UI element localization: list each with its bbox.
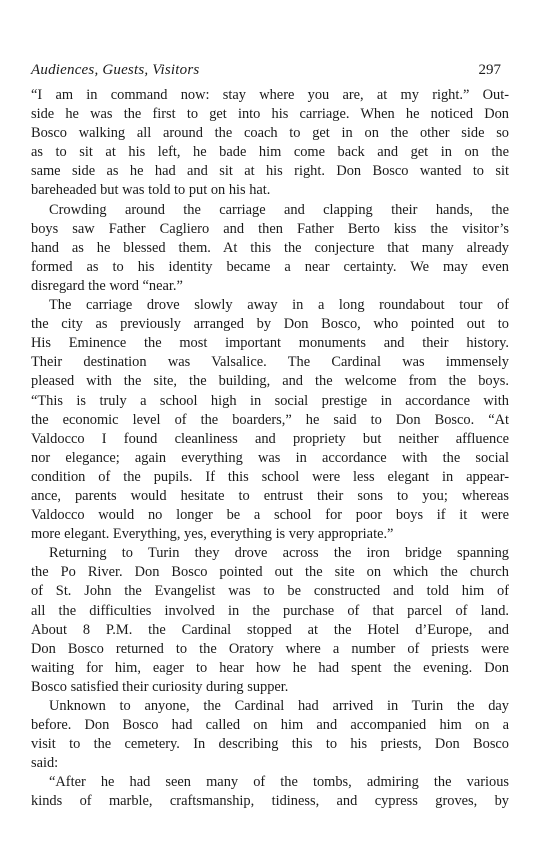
text-line: formed as to his identity became a near certainty. We may even <box>31 258 509 275</box>
text-line: condition of the pupils. If this school were less elegant in appear- <box>31 468 509 485</box>
running-head <box>31 62 509 86</box>
text-line: as to sit at his left, he bade him come back and get in on the <box>31 144 509 161</box>
text-line: bareheaded but was told to put on his hat. <box>31 182 271 199</box>
page-number: 297 <box>478 62 501 78</box>
text-line: About 8 P.M. the Cardinal stopped at the Hotel d’Europe, and <box>31 621 509 638</box>
text-line: Unknown to anyone, the Cardinal had arrived in Turin the day <box>49 698 509 714</box>
running-title: Audiences, Guests, Visitors <box>31 62 200 78</box>
text-line: ance, parents would hesitate to entrust their sons to you; whereas <box>31 487 509 504</box>
text-line: Returning to Turin they drove across the iron bridge spanning <box>49 545 509 562</box>
text-line: “After he had seen many of the tombs, admiring the various <box>49 774 509 791</box>
text-line: Their destination was Valsalice. The Cardinal was immensely <box>31 354 509 371</box>
text-line: the city as previously arranged by Don Bosco, who pointed out to <box>31 316 509 333</box>
text-line: same side as he had and sit at his right. Don Bosco wanted to sit <box>31 163 509 180</box>
text-line: kinds of marble, craftsmanship, tidiness, and cypress groves, by <box>31 793 509 810</box>
text-line: of St. John the Evangelist was to be constructed and told him of <box>31 583 509 600</box>
text-line: hand as he blessed them. At this the conjecture that many already <box>31 239 509 256</box>
text-line: The carriage drove slowly away in a long roundabout tour of <box>49 297 509 314</box>
text-line: the economic level of the boarders,” he said to Don Bosco. “At <box>31 411 509 428</box>
text-line: Don Bosco returned to the Oratory where a number of priests were <box>31 640 509 657</box>
text-line: said: <box>31 755 59 772</box>
text-line: Crowding around the carriage and clapping their hands, the <box>49 201 509 218</box>
text-line: nor elegance; again everything was in accordance with the social <box>31 449 509 466</box>
text-line: waiting for him, eager to hear how he had spent the evening. Don <box>31 659 509 676</box>
body-text <box>31 86 509 812</box>
text-line: boys saw Father Cagliero and then Father Berto kiss the visitor’s <box>31 220 509 237</box>
text-line: all the difficulties involved in the purchase of that parcel of land. <box>31 602 509 619</box>
text-line: the Po River. Don Bosco pointed out the site on which the church <box>31 564 509 581</box>
text-line: side he was the first to get into his carriage. When he noticed Don <box>31 106 509 123</box>
text-line: disregard the word “near.” <box>31 277 183 294</box>
text-line: Valdocco I found cleanliness and propriety but neither affluence <box>31 430 509 447</box>
text-line: more elegant. Everything, yes, everything is very appropriate.” <box>31 526 394 543</box>
text-line: Bosco satisfied their curiosity during supper. <box>31 678 289 695</box>
text-line: visit to the cemetery. In describing this to his priests, Don Bosco <box>31 736 509 753</box>
text-line: Valdocco would no longer be a school for poor boys if it were <box>31 507 509 524</box>
text-line: Bosco walking all around the coach to get in on the other side so <box>31 125 509 142</box>
text-line: “This is truly a school high in social prestige in accordance with <box>31 392 509 409</box>
text-line: pleased with the site, the building, and the welcome from the boys. <box>31 373 509 390</box>
text-line: “I am in command now: stay where you are, at my right.” Out- <box>31 87 509 103</box>
text-line: before. Don Bosco had called on him and accompanied him on a <box>31 717 509 734</box>
text-line: His Eminence the most important monuments and their history. <box>31 335 509 352</box>
book-page <box>31 62 509 812</box>
